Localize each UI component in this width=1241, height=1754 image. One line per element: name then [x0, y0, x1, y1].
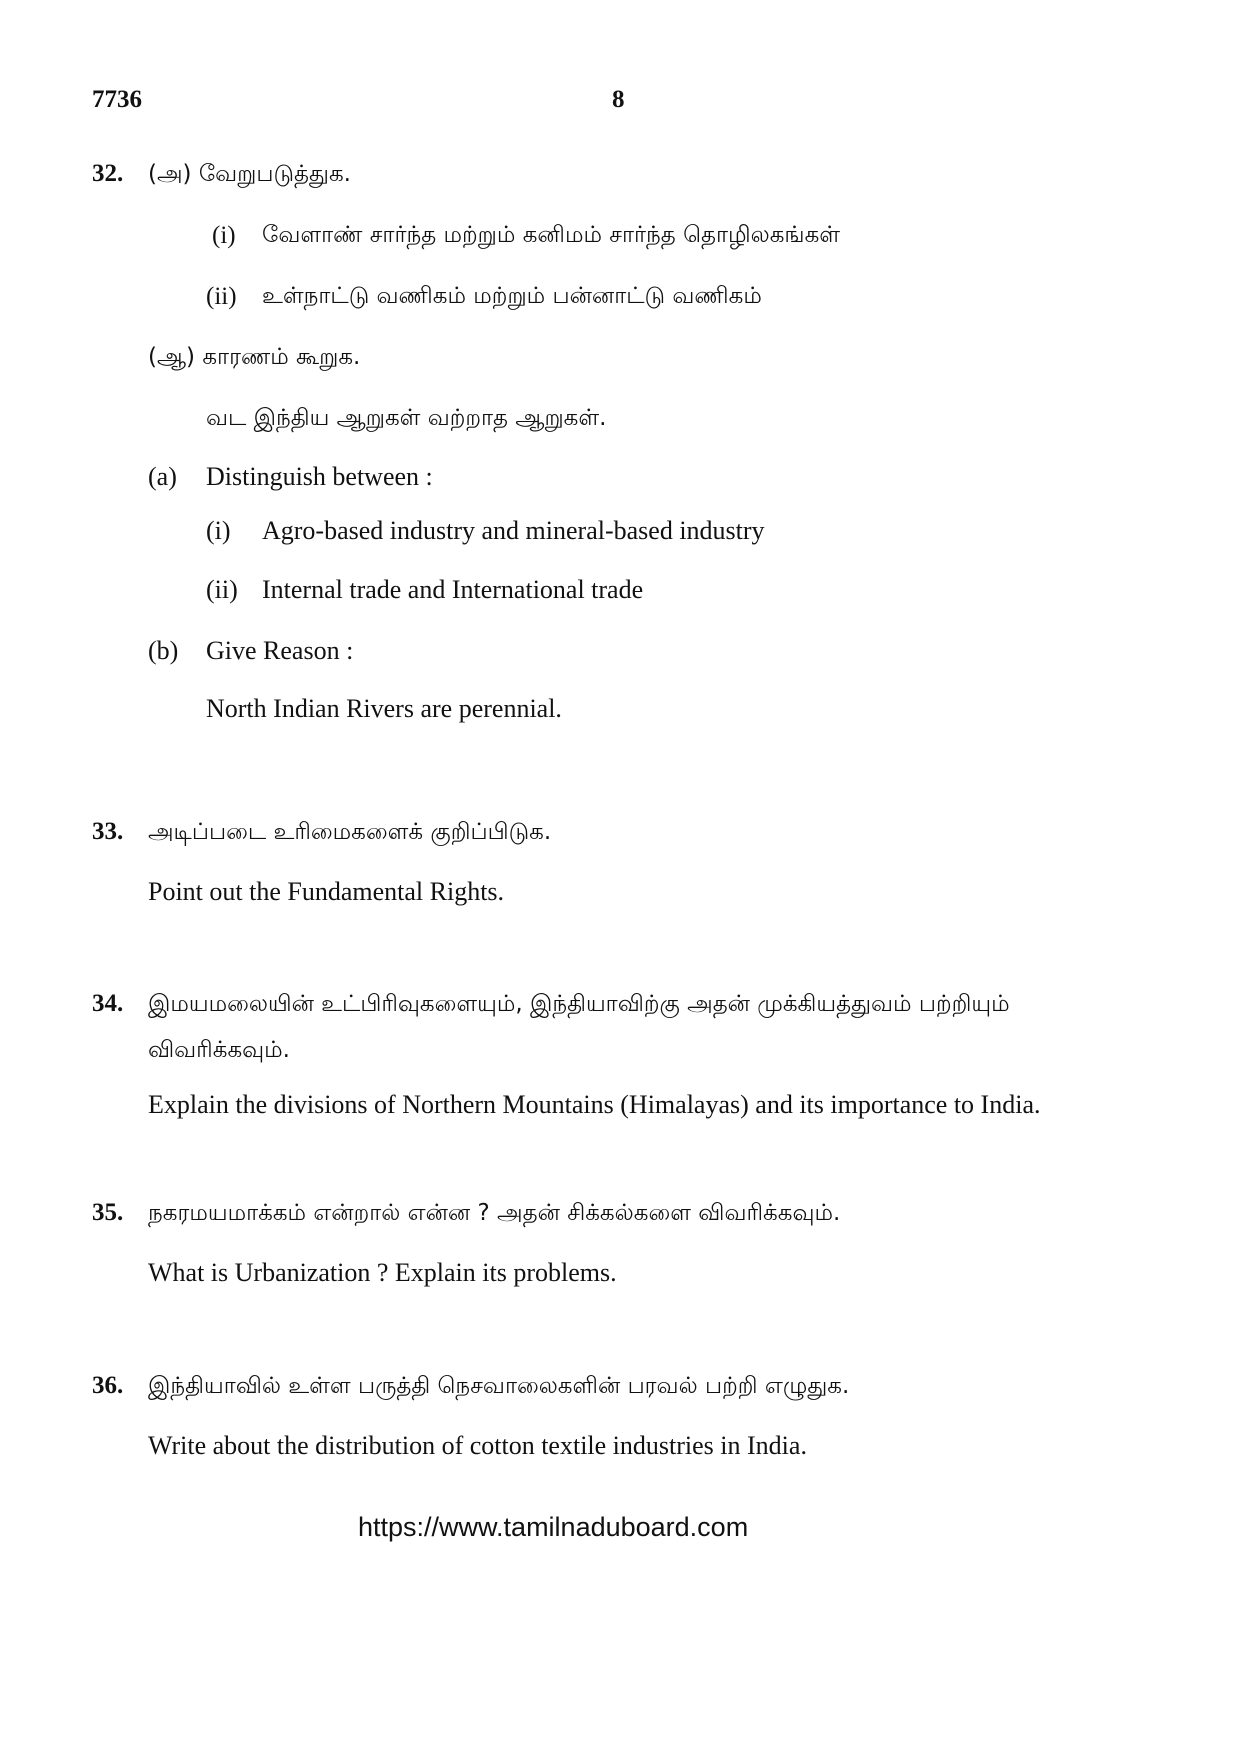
q33-english: Point out the Fundamental Rights.	[148, 877, 505, 906]
q35-english: What is Urbanization ? Explain its problems.	[148, 1258, 617, 1287]
q36-tamil: இந்தியாவில் உள்ள பருத்தி நெசவாலைகளின் பரவல் பற்றி எழுதுக.	[148, 1373, 850, 1399]
q32-english-a-i: Agro-based industry and mineral-based industry	[262, 516, 765, 545]
q32-tamil-part-b: (ஆ) காரணம் கூறுக.	[148, 344, 361, 370]
item-marker: (i)	[206, 516, 231, 545]
paper-code: 7736	[92, 86, 142, 113]
question-number: 35.	[92, 1199, 124, 1226]
q32-tamil-part-a: (அ) வேறுபடுத்துக.	[148, 161, 351, 187]
q33-tamil: அடிப்படை உரிமைகளைக் குறிப்பிடுக.	[148, 819, 552, 845]
page-number: 8	[612, 86, 625, 113]
q32-english-b-text: North Indian Rivers are perennial.	[206, 694, 562, 723]
question-number: 32.	[92, 160, 124, 187]
q34-tamil-line1: இமயமலையின் உட்பிரிவுகளையும், இந்தியாவிற்கு அதன் முக்கியத்துவம் பற்றியும்	[148, 991, 1010, 1017]
question-number: 33.	[92, 818, 124, 845]
q34-english: Explain the divisions of Northern Mountains (Himalayas) and its importance to India.	[148, 1090, 1041, 1119]
item-marker: (a)	[148, 462, 177, 491]
question-number: 36.	[92, 1372, 124, 1399]
footer-url[interactable]: https://www.tamilnaduboard.com	[358, 1512, 749, 1542]
q35-tamil: நகரமயமாக்கம் என்றால் என்ன ? அதன் சிக்கல்களை விவரிக்கவும்.	[148, 1200, 841, 1226]
item-marker: (i)	[212, 222, 236, 249]
q32-english-part-a: Distinguish between :	[206, 462, 433, 491]
q36-english: Write about the distribution of cotton textile industries in India.	[148, 1431, 807, 1460]
q32-tamil-a-i: வேளாண் சார்ந்த மற்றும் கனிமம் சார்ந்த தொழிலகங்கள்	[262, 222, 841, 248]
q32-english-a-ii: Internal trade and International trade	[262, 575, 644, 604]
q34-tamil-line2: விவரிக்கவும்.	[148, 1037, 290, 1063]
item-marker: (ii)	[206, 575, 238, 604]
q32-tamil-a-ii: உள்நாட்டு வணிகம் மற்றும் பன்னாட்டு வணிகம்	[262, 283, 762, 309]
q32-tamil-b-text: வட இந்திய ஆறுகள் வற்றாத ஆறுகள்.	[206, 405, 607, 431]
question-number: 34.	[92, 990, 124, 1017]
item-marker: (b)	[148, 636, 179, 665]
q32-english-part-b: Give Reason :	[206, 636, 354, 665]
item-marker: (ii)	[206, 283, 237, 310]
